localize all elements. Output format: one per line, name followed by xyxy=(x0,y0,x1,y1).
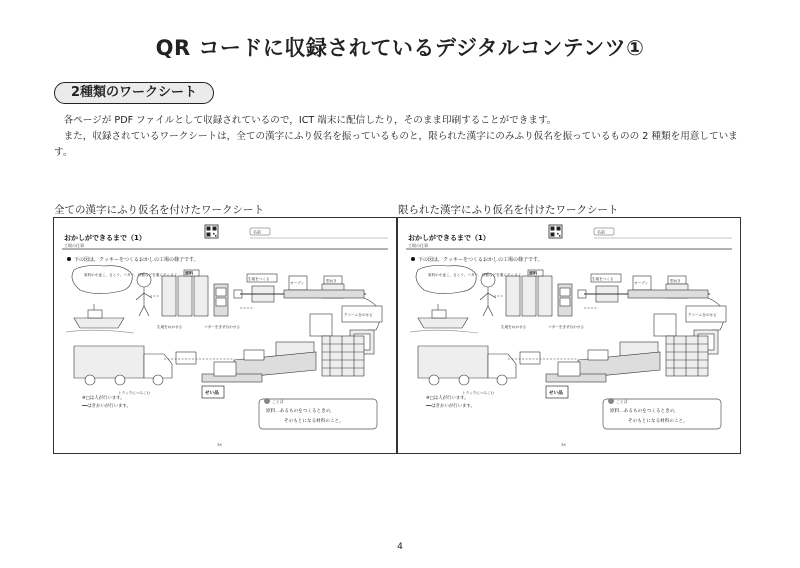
product-label: せい品 xyxy=(549,391,563,396)
note-human: ※□は人が行います。 xyxy=(82,396,125,401)
worksheet-footer: 36 xyxy=(217,442,222,447)
truck-label: トラックにつみこむ xyxy=(118,391,151,395)
memo-icon xyxy=(608,398,614,404)
memo-heading: ことば xyxy=(272,399,284,404)
oven-label: オーブン xyxy=(634,281,649,285)
section-tab: 2種類のワークシート xyxy=(54,82,214,104)
worksheet-caption-full: 全ての漢字にふり仮名を付けたワークシート xyxy=(54,204,264,216)
cut-label: 型ぬき xyxy=(326,279,337,283)
memo-line-1: 原料…あるものをつくるときの， xyxy=(266,409,335,414)
qr-code-icon xyxy=(549,225,562,238)
worksheet-subtitle: 工場の仕事 xyxy=(408,243,428,248)
page-number: 4 xyxy=(397,542,403,552)
worksheet-caption-limited: 限られた漢字にふり仮名を付けたワークシート xyxy=(398,204,619,216)
raw-material-label: 原料 xyxy=(529,270,537,276)
memo-icon xyxy=(264,398,270,404)
note-human: ※□は人が行います。 xyxy=(426,396,469,401)
truck-label: トラックにつみこむ xyxy=(462,391,495,395)
body-text xyxy=(54,113,744,161)
cream-label: クリームをのせる xyxy=(688,313,717,317)
worksheet-subtitle: 工場の仕事 xyxy=(64,243,84,248)
page-title: QR コードに収録されているデジタルコンテンツ① xyxy=(155,36,645,60)
butter-label: バターをまぜ合わせる xyxy=(548,325,584,329)
raw-material-label: 原料 xyxy=(185,270,193,276)
memo-heading: ことば xyxy=(616,399,628,404)
bullet-icon xyxy=(411,257,415,261)
product-label: せい品 xyxy=(205,391,219,396)
oven-label: オーブン xyxy=(290,281,305,285)
paragraph: 各ページが PDF ファイルとして収録されているので，ICT 端末に配信したり，そのまま印刷することができます。 xyxy=(63,115,557,126)
name-label: 名前 xyxy=(597,229,605,235)
worksheet-prompt: 下の図は，クッキーをつくるおかしの工場の様子です。 xyxy=(74,257,199,263)
cream-label: クリームをのせる xyxy=(344,313,373,317)
bullet-icon xyxy=(67,257,71,261)
mix-label: 生地をつくる xyxy=(592,277,614,281)
worksheet-title: おかしができるまで（1） xyxy=(408,234,490,242)
worksheet-thumbnail-limited xyxy=(397,217,741,454)
name-label: 名前 xyxy=(253,229,261,235)
paragraph: また，収録されているワークシートは，全ての漢字にふり仮名を振っているものと，限られた漢字にのみふり仮名を振っているものの 2 種類を用意しています。 xyxy=(54,131,738,158)
note-machine: ━━はきかいが行います。 xyxy=(82,404,131,409)
bubble-label: 原料の小麦こ，さとう，バター，砂糖などを運んでくるよ xyxy=(84,273,178,277)
butter-label: バターをまぜ合わせる xyxy=(204,325,240,329)
worksheet-title: おかしができるまで（1） xyxy=(64,234,146,242)
cut-label: 型ぬき xyxy=(670,279,681,283)
memo-line-2: そのもとになる材料のこと。 xyxy=(628,419,688,424)
storage-label: 生地をねかせる xyxy=(501,325,527,329)
worksheet-prompt: 下の図は，クッキーをつくるおかしの工場の様子です。 xyxy=(418,257,543,263)
memo-line-2: そのもとになる材料のこと。 xyxy=(284,419,344,424)
memo-line-1: 原料…あるものをつくるときの， xyxy=(610,409,679,414)
worksheet-thumbnail-full xyxy=(53,217,397,454)
bubble-label: 原料の小麦こ，さとう，バター，砂糖などを運んでくるよ xyxy=(428,273,522,277)
worksheet-footer: 36 xyxy=(561,442,566,447)
note-machine: ━━はきかいが行います。 xyxy=(426,404,475,409)
mix-label: 生地をつくる xyxy=(248,277,270,281)
qr-code-icon xyxy=(205,225,218,238)
storage-label: 生地をねかせる xyxy=(157,325,183,329)
